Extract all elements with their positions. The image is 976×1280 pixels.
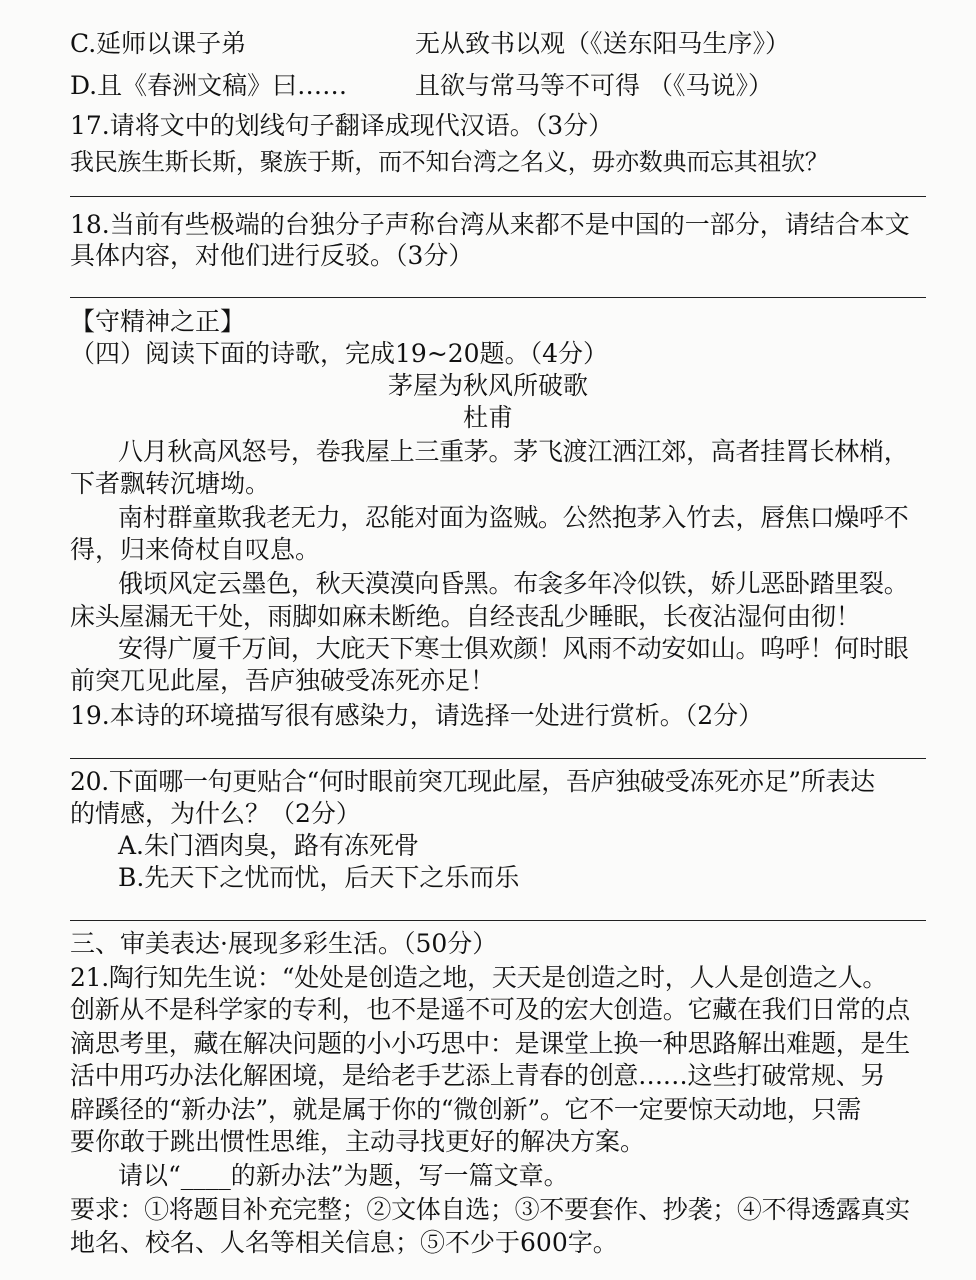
q18-line1: 18.当前有些极端的台独分子声称台湾从来都不是中国的一部分，请结合本文 [70, 210, 910, 239]
answer-line-q19 [70, 758, 926, 759]
option-d-left: D.且《春洲文稿》曰…… [70, 71, 348, 100]
q20-line1: 20.下面哪一句更贴合“何时眼前突兀现此屋，吾庐独破受冻死亦足”所表达 [70, 767, 875, 796]
q18-line2: 具体内容，对他们进行反驳。（3分） [70, 241, 474, 270]
option-c-left: C.延师以课子弟 [70, 29, 247, 58]
poem-line: 八月秋高风怒号，卷我屋上三重茅。茅飞渡江洒江郊，高者挂罥长林梢， [118, 437, 909, 466]
poem-line: 前突兀见此屋，吾庐独破受冻死亦足！ [70, 666, 496, 695]
answer-line-q18 [70, 297, 926, 298]
q21-line: 滴思考里，藏在解决问题的小小巧思中：是课堂上换一种思路解出难题，是生 [70, 1029, 910, 1058]
answer-line-q20 [70, 920, 926, 921]
section-header-spirit: 【守精神之正】 [70, 307, 246, 336]
option-c-right: 无从致书以观（《送东阳马生序》） [415, 29, 791, 58]
q21-requirements-line2: 地名、校名、人名等相关信息；⑤不少于600字。 [70, 1228, 618, 1257]
q20-option-a: A.朱门酒肉臭，路有冻死骨 [118, 831, 420, 860]
poem-line: 床头屋漏无干处，雨脚如麻未断绝。自经丧乱少睡眠，长夜沾湿何由彻！ [70, 602, 861, 631]
section3-header: 三、审美表达·展现多彩生活。（50分） [70, 929, 498, 958]
q17-sentence: 我民族生斯长斯，聚族于斯，而不知台湾之名义，毋亦数典而忘其祖欤？ [70, 148, 829, 176]
q21-prompt: 请以“____的新办法”为题，写一篇文章。 [118, 1161, 569, 1190]
q19-title: 19.本诗的环境描写很有感染力，请选择一处进行赏析。（2分） [70, 701, 764, 730]
answer-line-q17 [70, 196, 926, 197]
poem-line: 俄顷风定云墨色，秋天漠漠向昏黑。布衾多年冷似铁，娇儿恶卧踏里裂。 [118, 569, 909, 598]
poem-instruction: （四）阅读下面的诗歌，完成19~20题。（4分） [70, 339, 608, 368]
poem-line: 得，归来倚杖自叹息。 [70, 535, 321, 564]
q20-line2: 的情感，为什么？（2分） [70, 799, 361, 828]
poem-author: 杜甫 [462, 403, 513, 432]
poem-title: 茅屋为秋风所破歌 [387, 371, 588, 400]
q21-line: 21.陶行知先生说：“处处是创造之地，天天是创造之时，人人是创造之人。 [70, 963, 888, 992]
q17-title: 17.请将文中的划线句子翻译成现代汉语。（3分） [70, 111, 614, 140]
poem-line: 下者飘转沉塘坳。 [70, 469, 271, 498]
poem-line: 南村群童欺我老无力，忍能对面为盗贼。公然抱茅入竹去，唇焦口燥呼不 [118, 503, 909, 532]
q21-line: 创新从不是科学家的专利，也不是遥不可及的宏大创造。它藏在我们日常的点 [70, 995, 910, 1024]
poem-line: 安得广厦千万间，大庇天下寒士俱欢颜！风雨不动安如山。呜呼！何时眼 [118, 634, 909, 663]
q21-requirements-line1: 要求：①将题目补充完整；②文体自选；③不要套作、抄袭；④不得透露真实 [70, 1195, 910, 1224]
q21-line: 辟蹊径的“新办法”，就是属于你的“微创新”。它不一定要惊天动地，只需 [70, 1095, 861, 1124]
q21-line: 活中用巧办法化解困境，是给老手艺添上青春的创意……这些打破常规、另 [70, 1061, 886, 1090]
q21-line: 要你敢于跳出惯性思维，主动寻找更好的解决方案。 [70, 1127, 646, 1156]
option-d-right: 且欲与常马等不可得 （《马说》） [415, 71, 773, 100]
q20-option-b: B.先天下之忧而忧，后天下之乐而乐 [118, 863, 520, 892]
